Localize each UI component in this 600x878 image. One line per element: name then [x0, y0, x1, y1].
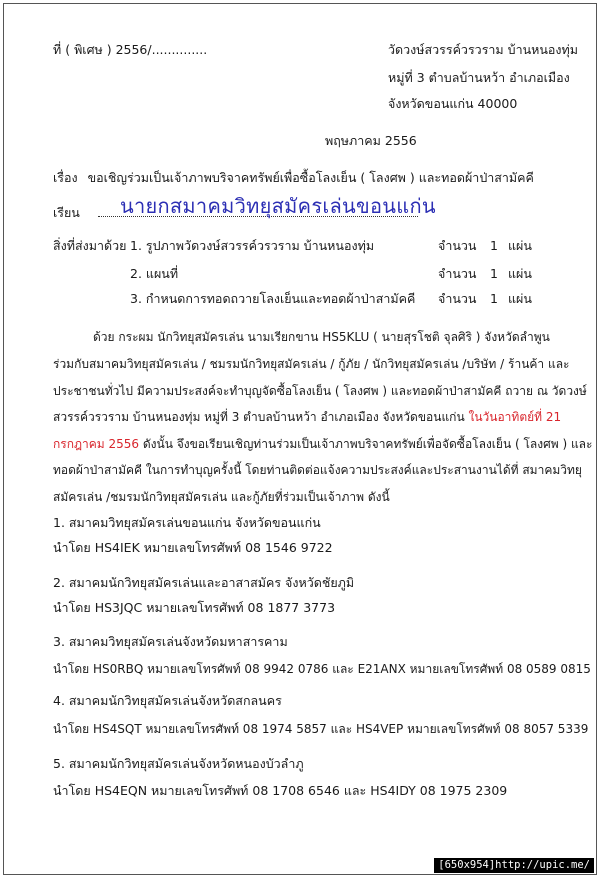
enclosure-qty-label-1: จำนวน	[438, 238, 477, 253]
enclosure-qty-label-3: จำนวน	[438, 291, 477, 306]
subject-label: เรื่อง	[53, 170, 78, 185]
event-date-highlight-1: ในวันอาทิตย์ที่ 21	[468, 410, 562, 424]
enclosures-label: สิ่งที่ส่งมาด้วย	[53, 238, 127, 253]
subject-text: ขอเชิญร่วมเป็นเจ้าภาพบริจาคทรัพย์เพื่อซื้อโลงเย็น ( โลงศพ ) และทอดผ้าป่าสามัคคี	[87, 170, 534, 185]
body-line-7: สมัครเล่น /ชมรมนักวิทยุสมัครเล่น และกู้ภัยที่ร่วมเป็นเจ้าภาพ ดังนี้	[53, 490, 390, 504]
document-date: พฤษภาคม 2556	[325, 133, 417, 148]
body-line-5	[53, 436, 592, 452]
enclosure-item-2: 2. แผนที่	[130, 266, 179, 281]
association-3-name: 3. สมาคมวิทยุสมัครเล่นจังหวัดมหาสารคาม	[53, 634, 288, 649]
association-5-name: 5. สมาคมนักวิทยุสมัครเล่นจังหวัดหนองบัวลำภู	[53, 756, 304, 771]
enclosure-unit-1: แผ่น	[508, 238, 532, 253]
enclosure-qty-label-2: จำนวน	[438, 266, 477, 281]
event-date-highlight-2: กรกฎาคม 2556	[53, 437, 140, 451]
recipient-label: เรียน	[53, 205, 80, 220]
enclosure-qty-2: 1	[490, 266, 498, 281]
association-3-contact: นำโดย HS0RBQ หมายเลขโทรศัพท์ 08 9942 0786 และ E21ANX หมายเลขโทรศัพท์ 08 0589 0815	[53, 662, 591, 676]
body-line-6: ทอดผ้าป่าสามัคคี ในการทำบุญครั้งนี้ โดยท่านติดต่อแจ้งความประสงค์และประสานงานได้ที่ สมาคมวิทยุ	[53, 463, 582, 477]
document-ref-number: ที่ ( พิเศษ ) 2556/..............	[53, 42, 208, 57]
subject-line	[53, 170, 534, 186]
association-2-contact: นำโดย HS3JQC หมายเลขโทรศัพท์ 08 1877 3773	[53, 600, 336, 615]
enclosure-qty-1: 1	[490, 238, 498, 253]
body-line-5-text: ดังนั้น จึงขอเรียนเชิญท่านร่วมเป็นเจ้าภาพบริจาคทรัพย์เพื่อจัดซื้อโลงเย็น ( โลงศพ ) และ	[139, 437, 593, 451]
association-1-contact: นำโดย HS4IEK หมายเลขโทรศัพท์ 08 1546 9722	[53, 540, 333, 555]
body-line-1: ด้วย กระผม นักวิทยุสมัครเล่น นามเรียกขาน HS5KLU ( นายสุรโชติ จุลศิริ ) จังหวัดลำพูน	[93, 330, 550, 344]
body-line-4-text: สวรรค์วรวราม บ้านหนองทุ่ม หมู่ที่ 3 ตำบลบ้านหว้า อำเภอเมือง จังหวัดขอนแก่น	[53, 410, 469, 424]
body-line-4	[53, 409, 561, 425]
body-line-2: ร่วมกับสมาคมวิทยุสมัครเล่น / ชมรมนักวิทยุสมัครเล่น / กู้ภัย / นักวิทยุสมัครเล่น /บริษัท / ร้านค้า และ	[53, 357, 570, 371]
image-host-watermark: [650x954]http://upic.me/	[434, 858, 594, 873]
enclosure-unit-3: แผ่น	[508, 291, 532, 306]
association-5-contact: นำโดย HS4EQN หมายเลขโทรศัพท์ 08 1708 6546 และ HS4IDY 08 1975 2309	[53, 783, 508, 798]
association-4-contact: นำโดย HS4SQT หมายเลขโทรศัพท์ 08 1974 5857 และ HS4VEP หมายเลขโทรศัพท์ 08 8057 5339	[53, 722, 589, 736]
association-1-name: 1. สมาคมวิทยุสมัครเล่นขอนแก่น จังหวัดขอนแก่น	[53, 515, 321, 530]
enclosure-qty-3: 1	[490, 291, 498, 306]
association-4-name: 4. สมาคมนักวิทยุสมัครเล่นจังหวัดสกลนคร	[53, 693, 282, 708]
address-line-1: วัดวงษ์สวรรค์วรวราม บ้านหนองทุ่ม	[388, 42, 579, 57]
enclosure-item-3: 3. กำหนดการทอดถวายโลงเย็นและทอดผ้าป่าสามัคคี	[130, 291, 416, 306]
association-2-name: 2. สมาคมนักวิทยุสมัครเล่นและอาสาสมัคร จังหวัดชัยภูมิ	[53, 575, 355, 590]
enclosure-item-1: 1. รูปภาพวัดวงษ์สวรรค์วรวราม บ้านหนองทุ่ม	[130, 238, 375, 253]
body-line-3: ประชาชนทั่วไป มีความประสงค์จะทำบุญจัดซื้อโลงเย็น ( โลงศพ ) และทอดผ้าป่าสามัคคี ถวาย ณ วัดวงษ์	[53, 384, 587, 398]
recipient-handwritten: นายกสมาคมวิทยุสมัครเล่นขอนแก่น	[120, 194, 436, 218]
address-line-2: หมู่ที่ 3 ตำบลบ้านหว้า อำเภอเมือง	[388, 70, 570, 85]
enclosure-unit-2: แผ่น	[508, 266, 532, 281]
address-line-3: จังหวัดขอนแก่น 40000	[388, 96, 518, 111]
